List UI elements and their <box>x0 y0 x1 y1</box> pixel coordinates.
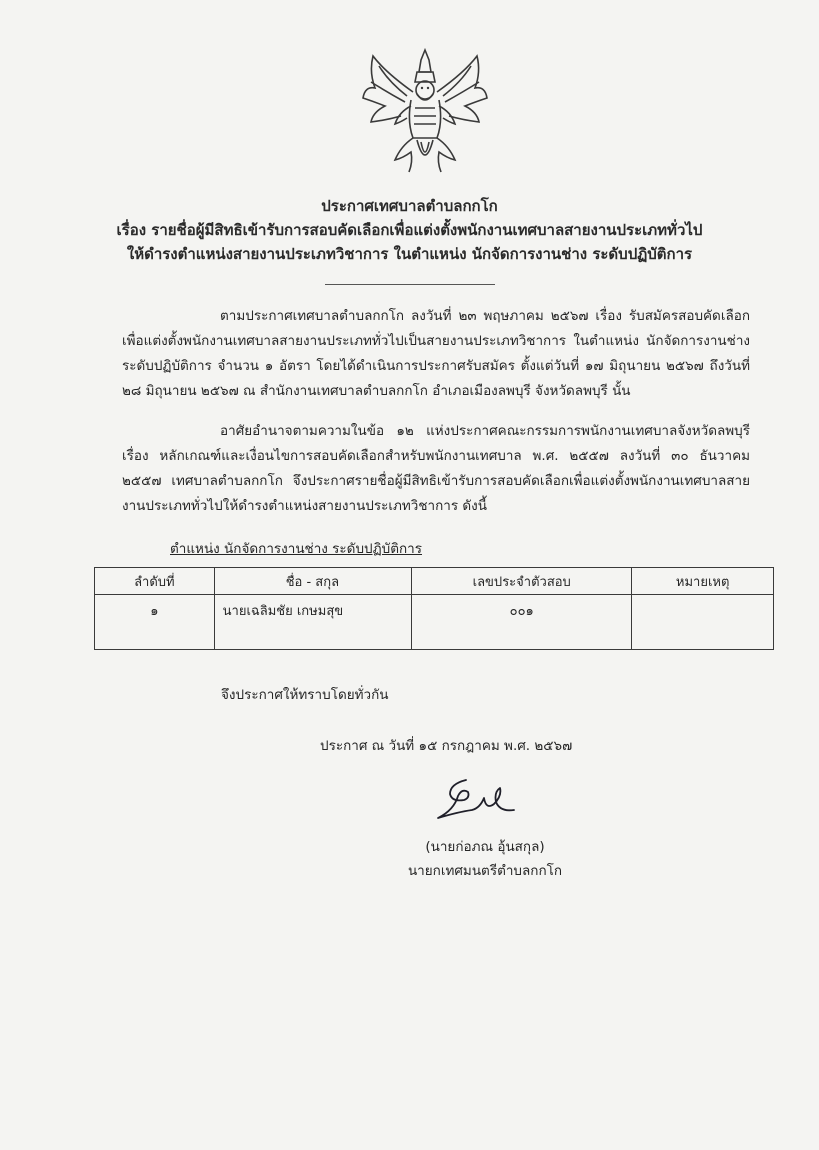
table-row <box>95 595 774 650</box>
body-paragraph-1: ตามประกาศเทศบาลตำบลกกโก ลงวันที่ ๒๓ พฤษภาคม ๒๕๖๗ เรื่อง รับสมัครสอบคัดเลือกเพื่อแต่งตั้งพนักงานเทศบาลสายงานประเภททั่วไปเป็นสายงานประเภทวิชาการ ในตำแหน่ง นักจัดการงานช่าง ระดับปฏิบัติการ จำนวน ๑ อัตรา โดยได้ดำเนินการประกาศรับสมัคร ตั้งแต่วันที่ ๑๗ มิถุนายน ๒๕๖๗ ถึงวันที่ ๒๘ มิถุนายน ๒๕๖๗ ณ สำนักงานเทศบาลตำบลกกโก อำเภอเมืองลพบุรี จังหวัดลพบุรี นั้น <box>122 308 750 399</box>
body-paragraph-2: อาศัยอำนาจตามความในข้อ ๑๒ แห่งประกาศคณะกรรมการพนักงานเทศบาลจังหวัดลพบุรี เรื่อง หลักเกณฑ์และเงื่อนไขการสอบคัดเลือกสำหรับพนักงานเทศบาล พ.ศ. ๒๕๕๗ ลงวันที่ ๓๐ ธันวาคม ๒๕๕๗ เทศบาลตำบลกกโก จึงประกาศรายชื่อผู้มีสิทธิเข้ารับการสอบคัดเลือกเพื่อแต่งตั้งพนักงานเทศบาลสายงานประเภททั่วไปให้ดำรงตำแหน่งสายงานประเภทวิชาการ ดังนี้ <box>122 423 750 514</box>
position-heading: ตำแหน่ง นักจัดการงานช่าง ระดับปฏิบัติการ <box>170 541 422 557</box>
column-header-remark: หมายเหตุ <box>632 568 774 595</box>
column-header-name: ชื่อ - สกุล <box>214 568 412 595</box>
signer-name: (นายก่อภณ อุ้นสกุล) <box>425 839 545 855</box>
handwritten-signature <box>428 770 528 830</box>
cell-remark <box>632 595 774 650</box>
announcement-date: ประกาศ ณ วันที่ ๑๕ กรกฎาคม พ.ศ. ๒๕๖๗ <box>320 738 573 754</box>
cell-order: ๑ <box>95 595 215 650</box>
candidate-table <box>94 567 774 650</box>
garuda-emblem-icon <box>355 42 495 182</box>
cell-exam-id: ๐๐๑ <box>412 595 632 650</box>
title-divider <box>325 284 495 285</box>
announcement-subject: เรื่อง รายชื่อผู้มีสิทธิเข้ารับการสอบคัดเลือกเพื่อแต่งตั้งพนักงานเทศบาลสายงานประเภททั่วไป <box>116 221 703 239</box>
closing-statement: จึงประกาศให้ทราบโดยทั่วกัน <box>221 687 389 703</box>
announcement-title: ประกาศเทศบาลตำบลกกโก <box>321 197 498 215</box>
column-header-order: ลำดับที่ <box>95 568 215 595</box>
cell-name: นายเฉลิมชัย เกษมสุข <box>214 595 412 650</box>
signer-title: นายกเทศมนตรีตำบลกกโก <box>407 863 563 879</box>
column-header-exam-id: เลขประจำตัวสอบ <box>412 568 632 595</box>
table-header-row <box>95 568 774 595</box>
announcement-subject-continued: ให้ดำรงตำแหน่งสายงานประเภทวิชาการ ในตำแหน่ง นักจัดการงานช่าง ระดับปฏิบัติการ <box>126 245 693 263</box>
